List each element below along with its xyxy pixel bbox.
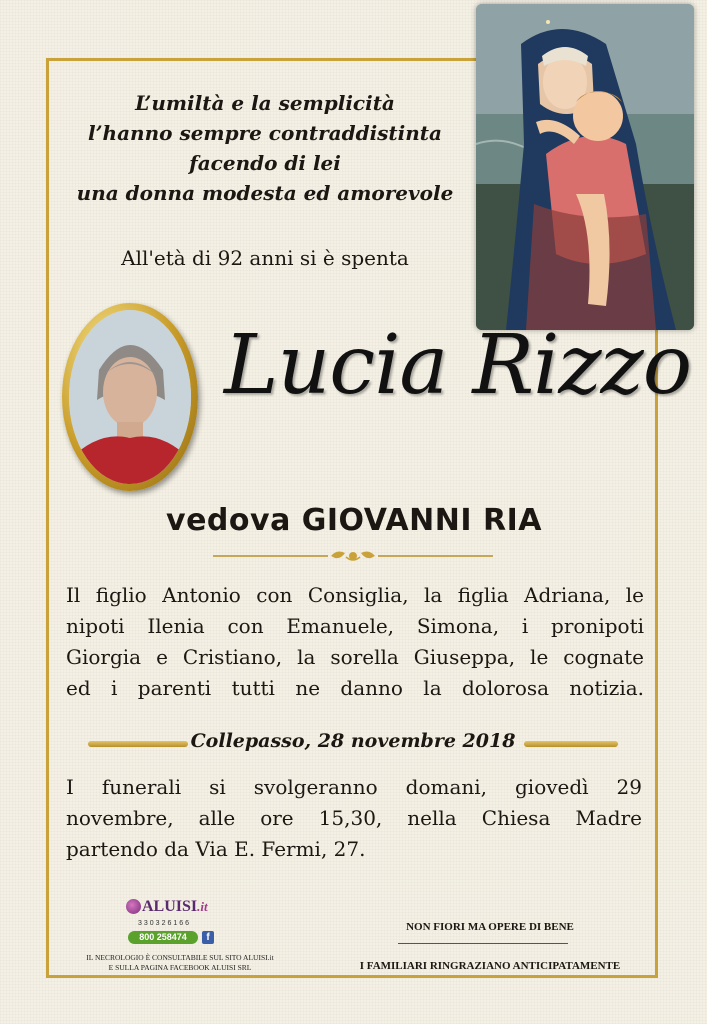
logo-name: ALUISI — [142, 898, 198, 915]
deceased-portrait-frame — [62, 303, 198, 491]
announcement-line: ed i parenti tutti ne danno la dolorosa notizia. — [66, 676, 644, 700]
place-date-text: Collepasso, 28 novembre 2018 — [190, 730, 516, 752]
madonna-and-child-image — [476, 4, 694, 330]
family-thanks-note: I FAMILIARI RINGRAZIANO ANTICIPATAMENTE — [359, 960, 621, 972]
memorial-quote — [60, 88, 470, 208]
aluisi-logo-text — [142, 898, 208, 916]
age-statement: All'età di 92 anni si è spenta — [121, 246, 409, 270]
quote-line: facendo di lei — [189, 151, 341, 175]
gold-ornament-divider — [213, 547, 493, 565]
funeral-line: novembre, alle ore 15,30, nella Chiesa Madre — [66, 806, 642, 830]
deceased-portrait-photo — [69, 310, 191, 484]
quote-line: una donna modesta ed amorevole — [76, 181, 454, 205]
logo-suffix: .it — [197, 899, 208, 914]
website-note-line: E SULLA PAGINA FACEBOOK ALUISI SRL — [108, 963, 252, 972]
footer-divider — [398, 943, 568, 944]
no-flowers-note: NON FIORI MA OPERE DI BENE — [406, 921, 574, 933]
facebook-icon: f — [202, 931, 214, 944]
announcement-line: Giorgia e Cristiano, la sorella Giuseppa, le cognate — [66, 645, 644, 669]
announcement-line: nipoti Ilenia con Emanuele, Simona, i pronipoti — [66, 614, 644, 638]
green-number-badge: 800 258474 — [128, 931, 198, 944]
aluisi-logo — [122, 898, 232, 954]
family-announcement — [66, 580, 644, 704]
quote-line: l’hanno sempre contraddistinta — [88, 121, 442, 145]
funeral-line: I funerali si svolgeranno domani, giovedì 29 — [66, 775, 642, 799]
place-date-line — [88, 730, 618, 760]
funeral-line: partendo da Via E. Fermi, 27. — [66, 837, 366, 861]
deceased-name: Lucia Rizzo — [224, 318, 692, 413]
announcement-line: Il figlio Antonio con Consiglia, la figlia Adriana, le — [66, 583, 644, 607]
widow-of-line: vedova GIOVANNI RIA — [166, 503, 542, 538]
website-note-line: IL NECROLOGIO È CONSULTABILE SUL SITO ALUISI.it — [86, 953, 274, 962]
logo-phone-number: 330326166 — [138, 920, 192, 927]
funeral-details — [66, 772, 642, 865]
website-note — [60, 953, 300, 973]
quote-line: L’umiltà e la semplicità — [135, 91, 395, 115]
aluisi-logo-mark-icon — [126, 899, 141, 914]
